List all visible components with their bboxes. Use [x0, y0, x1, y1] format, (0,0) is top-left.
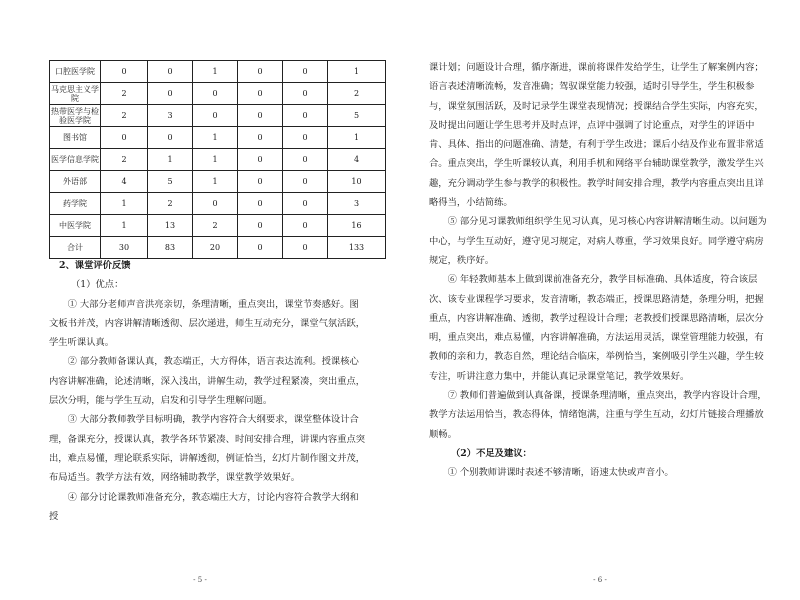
- table-cell: 4: [328, 149, 386, 171]
- page-right: [400, 0, 800, 600]
- paragraph-6: ⑥ 年轻教师基本上做到课前准备充分，教学目标准确、具体适度，符合该层次、该专业课程学习要求，发音清晰，教态端正，授课思路清楚，条理分明，把握重点，内容讲解准确、透彻，教学过程设计合理；老教授们授课思路清晰，层次分明，重点突出，难点易懂，内容讲解准确，方法运用灵活，课堂管理能力较强，有教师的亲和力，教态自然，理论结合临床，举例恰当，案例吸引学生兴趣，学生较专注，听讲注意力集中，并能认真记录课堂笔记，教学效果好。: [429, 274, 764, 382]
- table-cell: 16: [328, 215, 386, 237]
- table-cell: 0: [283, 127, 328, 149]
- table-cell: 2: [101, 83, 148, 105]
- table-cell: 0: [238, 237, 283, 259]
- table-cell: 0: [238, 215, 283, 237]
- table-row-label: 合计: [50, 237, 101, 259]
- table-cell: 1: [101, 215, 148, 237]
- table-row-label: 图书馆: [50, 127, 101, 149]
- sub-title-advantages: （1）优点：: [71, 279, 124, 291]
- left-body-text: [49, 256, 367, 526]
- table-row: [50, 61, 386, 83]
- sub-title-suggestions: （2）不足及建议：: [451, 447, 532, 459]
- table-cell: 1: [328, 127, 386, 149]
- table-row: [50, 127, 386, 149]
- table-row-label: 热带医学与检验医学院: [51, 106, 99, 125]
- table-cell: 30: [101, 237, 148, 259]
- table-cell: 2: [193, 215, 238, 237]
- table-cell: 2: [148, 193, 193, 215]
- table-cell: 0: [283, 61, 328, 83]
- paragraph-1: ① 大部分老师声音洪亮亲切，条理清晰，重点突出，课堂节奏感好。图文板书并茂，内容讲解清晰透彻、层次递进，师生互动充分，课堂气氛活跃，学生听课认真。: [49, 298, 366, 349]
- table-cell: 1: [328, 61, 386, 83]
- table-cell: 2: [328, 83, 386, 105]
- page-number-right: - 6 -: [593, 576, 607, 584]
- paragraph-7: ⑦ 教师们普遍做到认真备课，授课条理清晰，重点突出，教学内容设计合理，教学方法运用恰当，教态得体，情绪饱满，注重与学生互动，幻灯片链接合理播放顺畅。: [429, 390, 767, 440]
- paragraph-4-cont: 课计划；问题设计合理，循序渐进，课前将课件发给学生，让学生了解案例内容；语言表述清晰流畅，发音准确；驾驭课堂能力较强，适时引导学生，学生积极参与，课堂氛围活跃，及时记录学生课堂表现情况；授课结合学生实际，内容充实，及时提出问题让学生思考并及时点评，点评中强调了讨论重点，对学生的评语中肯、具体、指出的问题准确、清楚，有利于学生改进；课后小结及作业布置非常适合。重点突出，学生听课较认真，利用手机和网络平台辅助课堂教学，激发学生兴趣，充分调动学生参与教学的积极性。教学时间安排合理，教学内容重点突出且详略得当，小结简练。: [429, 62, 764, 209]
- table-row-label: 中医学院: [50, 215, 101, 237]
- table-cell: 0: [238, 105, 283, 127]
- table-row: [50, 193, 386, 215]
- table-cell: 0: [283, 171, 328, 193]
- table-cell: 0: [238, 149, 283, 171]
- table-cell: 0: [193, 193, 238, 215]
- paragraph-5: ⑤ 部分见习课教师组织学生见习认真，见习核心内容讲解清晰生动。以问题为中心，与学生互动好，遵守见习规定，对病人尊重，学习效果良好。同学遵守病房规定，秩序好。: [429, 216, 767, 266]
- table-cell: 3: [148, 105, 193, 127]
- table-row-label: 药学院: [50, 193, 101, 215]
- table-cell: 1: [101, 193, 148, 215]
- table-cell: 5: [328, 105, 386, 127]
- table-row: [50, 83, 386, 105]
- table-cell: 0: [238, 193, 283, 215]
- table-cell: 0: [193, 105, 238, 127]
- table-cell: 0: [238, 127, 283, 149]
- statistics-table: [49, 60, 386, 259]
- table-cell: 1: [148, 149, 193, 171]
- table-row: [50, 171, 386, 193]
- table-cell: 1: [193, 171, 238, 193]
- table-cell: 20: [193, 237, 238, 259]
- table-cell: 133: [328, 237, 386, 259]
- table-cell: 0: [283, 215, 328, 237]
- table-cell: 10: [328, 171, 386, 193]
- table-cell: 4: [101, 171, 148, 193]
- table-row-label: 口腔医学院: [50, 61, 101, 83]
- table-cell: 1: [193, 127, 238, 149]
- table-row-label: 医学信息学院: [50, 149, 101, 171]
- table-cell: 0: [148, 127, 193, 149]
- table-cell: 3: [328, 193, 386, 215]
- paragraph-4-start: ④ 部分讨论课教师准备充分，教态端庄大方，讨论内容符合教学大纲和授: [49, 491, 359, 522]
- table-cell: 0: [101, 127, 148, 149]
- table-row-label: 马克思主义学院: [51, 84, 99, 103]
- table-cell: 13: [148, 215, 193, 237]
- table-row: [50, 215, 386, 237]
- section-title: 2、课堂评价反馈: [59, 260, 131, 271]
- table-cell: 0: [101, 61, 148, 83]
- table-cell: 0: [283, 237, 328, 259]
- paragraph-3: ③ 大部分教师教学目标明确，教学内容符合大纲要求，课堂整体设计合理，备课充分，授课认真，教学各环节紧凑、时间安排合理，讲课内容重点突出，难点易懂，理论联系实际，讲解透彻，例证恰当，幻灯片制作图文并茂，布局适当。教学方法有效，网络辅助教学，课堂教学效果好。: [49, 414, 366, 484]
- table-cell: 0: [238, 171, 283, 193]
- table-row: [50, 105, 386, 127]
- right-body-text: [429, 58, 771, 483]
- table-cell: 0: [283, 149, 328, 171]
- table-cell: 1: [193, 149, 238, 171]
- table-cell: 0: [238, 83, 283, 105]
- table-cell: 0: [148, 83, 193, 105]
- table-cell: 0: [238, 61, 283, 83]
- table-cell: 0: [283, 83, 328, 105]
- table-cell: 0: [193, 83, 238, 105]
- table-cell: 0: [148, 61, 193, 83]
- table-cell: 1: [193, 61, 238, 83]
- page-number-left: - 5 -: [193, 576, 207, 584]
- paragraph-2: ② 部分教师备课认真，教态端正，大方得体，语言表达流利。授课核心内容讲解准确，论述清晰，深入浅出，讲解生动，教学过程紧凑，突出重点，层次分明，能与学生互动，启发和引导学生理解问题。: [49, 356, 366, 407]
- table-row: [50, 149, 386, 171]
- table-row-label: 外语部: [50, 171, 101, 193]
- table-cell: 5: [148, 171, 193, 193]
- table-cell: 0: [283, 193, 328, 215]
- table-cell: 83: [148, 237, 193, 259]
- table-cell: 2: [101, 149, 148, 171]
- table-cell: 2: [101, 105, 148, 127]
- table-cell: 0: [283, 105, 328, 127]
- suggestion-1: ① 个别教师讲课时表述不够清晰，语速太快或声音小。: [447, 467, 674, 479]
